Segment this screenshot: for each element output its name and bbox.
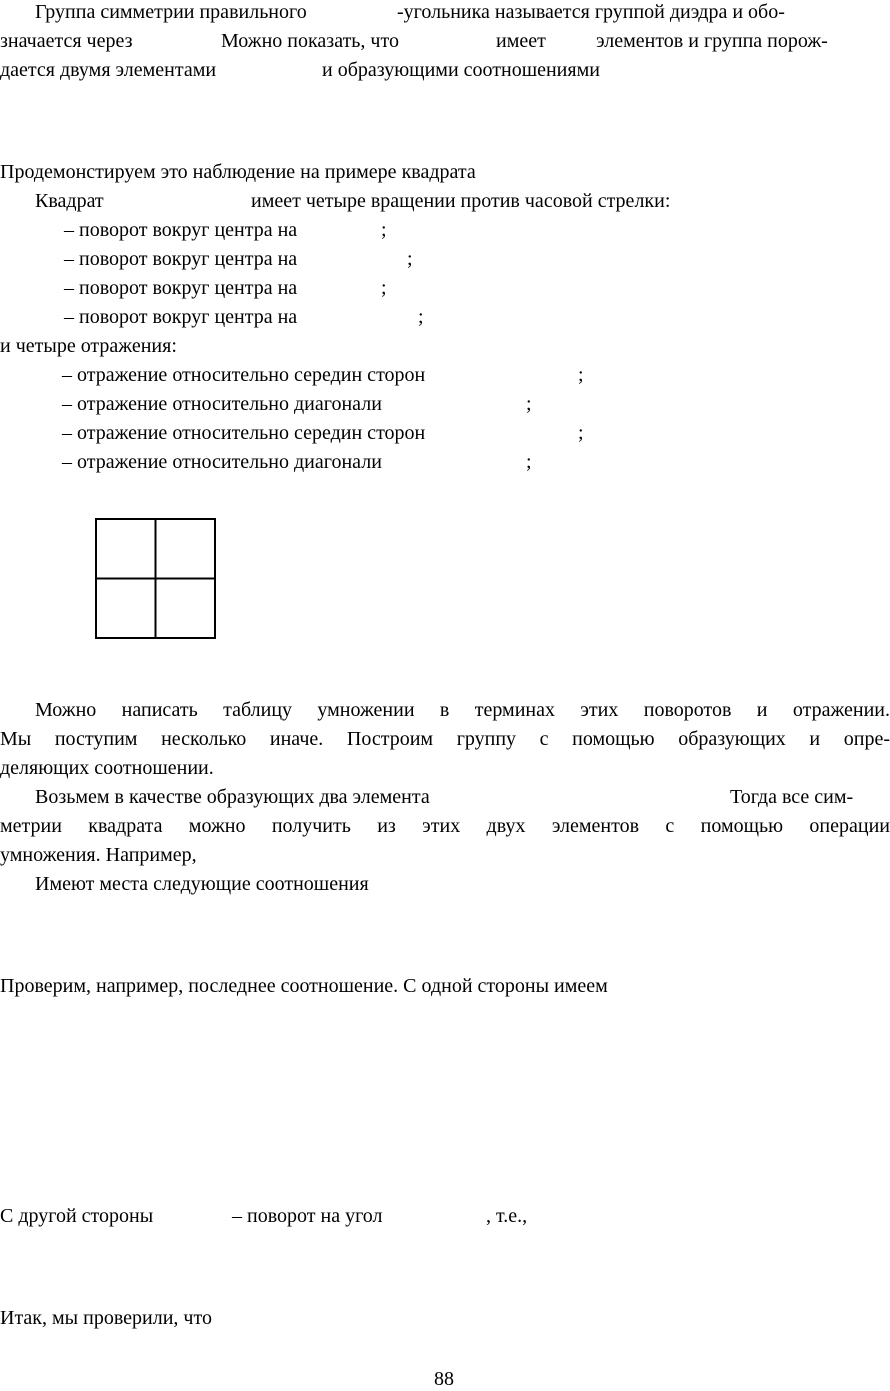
rotation-item-end: ; [381,219,387,241]
intro-line2b: Можно показать, что [221,30,399,52]
para2-line3: умножения. Например, [0,844,197,866]
reflection-item: – отражение относительно диагонали [62,451,382,473]
para2-line1b: Тогда все сим- [730,786,854,808]
rotation-item-end: ; [418,306,424,328]
para3: Имеют места следующие соотношения [35,873,369,895]
page-number: 88 [434,1368,454,1390]
square-heading: Продемонстируем это наблюдение на примере квадрата [0,161,476,183]
intro-line2c: имеет [496,30,546,52]
para5b: – поворот на угол [232,1205,383,1227]
para1-line2: Мы поступим несколько иначе. Построим группу с помощью образующих и опре- [0,728,890,750]
reflection-item-end: ; [578,422,584,444]
rotation-item: – поворот вокруг центра на [64,219,298,241]
reflection-item: – отражение относительно диагонали [62,393,382,415]
rotation-item-end: ; [407,248,413,270]
reflections-intro: и четыре отражения: [0,335,177,357]
para2-line1a: Возьмем в качестве образующих два элемента [35,786,430,808]
intro-line2d: элементов и группа порож- [596,30,828,52]
rotation-item: – поворот вокруг центра на [64,248,298,270]
intro-line1a: Группа симметрии правильного [35,1,307,23]
intro-line3b: и образующими соотношениями [322,59,600,81]
para1-line1 [0,698,890,722]
rotation-item-end: ; [381,277,387,299]
rotation-item: – поворот вокруг центра на [64,306,298,328]
intro-line1b: -угольника называется группой диэдра и обо- [397,1,785,23]
para4: Проверим, например, последнее соотношение. С одной стороны имеем [0,975,608,997]
para1-line1-text: Можно написать таблицу умножении в терминах этих поворотов и отражении. [35,699,890,721]
reflection-item: – отражение относительно середин сторон [62,422,426,444]
square-diagram [95,518,216,639]
rotation-item: – поворот вокруг центра на [64,277,298,299]
para1-line3: деляющих соотношении. [0,757,214,779]
reflection-item-end: ; [578,364,584,386]
reflection-item-end: ; [526,451,532,473]
intro-line3a: дается двумя элементами [0,59,217,81]
reflection-item: – отражение относительно середин сторон [62,364,426,386]
reflection-item-end: ; [526,393,532,415]
square-line-a: Квадрат [35,190,104,212]
para6: Итак, мы проверили, что [0,1307,212,1329]
para2-line2: метрии квадрата можно получить из этих двух элементов с помощью операции [0,815,890,837]
square-line-b: имеет четыре вращении против часовой стрелки: [251,190,671,212]
para5c: , т.е., [486,1205,528,1227]
para5a: С другой стороны [0,1205,154,1227]
intro-line2a: значается через [0,30,133,52]
